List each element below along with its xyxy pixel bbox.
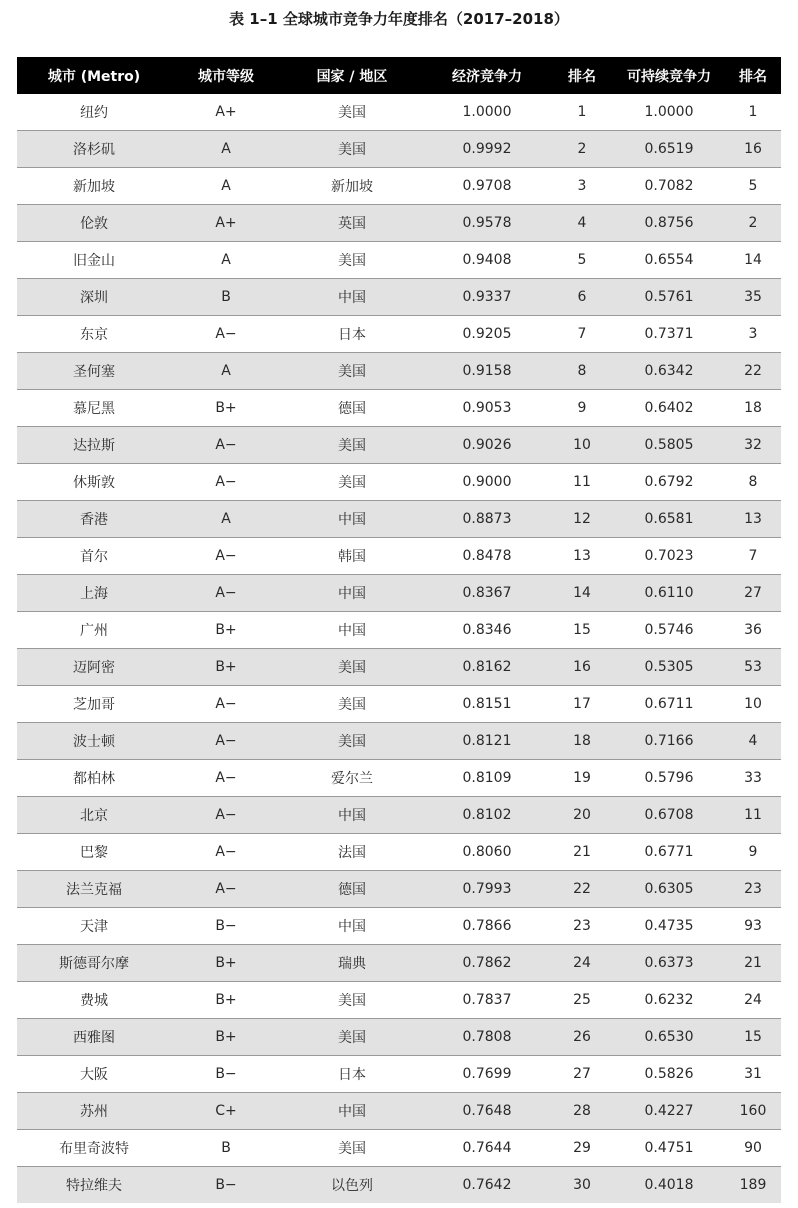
cell-economic-rank: 28 xyxy=(551,1093,613,1130)
cell-economic-competitiveness: 0.9578 xyxy=(423,205,551,242)
cell-country: 美国 xyxy=(281,1130,423,1167)
cell-country: 爱尔兰 xyxy=(281,760,423,797)
cell-city: 达拉斯 xyxy=(17,427,171,464)
cell-country: 中国 xyxy=(281,279,423,316)
table-row xyxy=(17,1056,781,1093)
cell-sustainable-competitiveness: 0.4018 xyxy=(613,1167,725,1204)
cell-economic-competitiveness: 0.9000 xyxy=(423,464,551,501)
cell-city: 上海 xyxy=(17,575,171,612)
table-row xyxy=(17,760,781,797)
cell-sustainable-competitiveness: 0.6771 xyxy=(613,834,725,871)
cell-economic-competitiveness: 0.7644 xyxy=(423,1130,551,1167)
header-country: 国家 / 地区 xyxy=(281,57,423,94)
cell-economic-competitiveness: 0.8367 xyxy=(423,575,551,612)
cell-city-grade: A− xyxy=(171,871,281,908)
cell-economic-rank: 24 xyxy=(551,945,613,982)
cell-country: 英国 xyxy=(281,205,423,242)
cell-economic-rank: 14 xyxy=(551,575,613,612)
ranking-table xyxy=(17,57,781,1203)
cell-economic-rank: 15 xyxy=(551,612,613,649)
cell-sustainable-rank: 21 xyxy=(725,945,781,982)
cell-sustainable-rank: 189 xyxy=(725,1167,781,1204)
cell-sustainable-rank: 8 xyxy=(725,464,781,501)
table-row xyxy=(17,464,781,501)
cell-country: 美国 xyxy=(281,464,423,501)
cell-sustainable-competitiveness: 0.4227 xyxy=(613,1093,725,1130)
cell-city-grade: A+ xyxy=(171,205,281,242)
cell-sustainable-competitiveness: 0.6232 xyxy=(613,982,725,1019)
cell-economic-rank: 4 xyxy=(551,205,613,242)
cell-country: 德国 xyxy=(281,871,423,908)
cell-economic-rank: 25 xyxy=(551,982,613,1019)
cell-sustainable-competitiveness: 0.6110 xyxy=(613,575,725,612)
cell-economic-rank: 29 xyxy=(551,1130,613,1167)
cell-sustainable-competitiveness: 0.6373 xyxy=(613,945,725,982)
cell-sustainable-rank: 10 xyxy=(725,686,781,723)
cell-economic-competitiveness: 0.8060 xyxy=(423,834,551,871)
cell-sustainable-rank: 13 xyxy=(725,501,781,538)
cell-sustainable-rank: 32 xyxy=(725,427,781,464)
cell-sustainable-competitiveness: 0.7166 xyxy=(613,723,725,760)
cell-economic-rank: 27 xyxy=(551,1056,613,1093)
cell-economic-competitiveness: 0.9205 xyxy=(423,316,551,353)
table-row xyxy=(17,538,781,575)
cell-city: 斯德哥尔摩 xyxy=(17,945,171,982)
table-row xyxy=(17,723,781,760)
cell-city-grade: A+ xyxy=(171,94,281,131)
table-row xyxy=(17,1167,781,1204)
cell-city-grade: B− xyxy=(171,908,281,945)
cell-country: 日本 xyxy=(281,316,423,353)
cell-city: 天津 xyxy=(17,908,171,945)
cell-city-grade: A− xyxy=(171,797,281,834)
cell-city-grade: C+ xyxy=(171,1093,281,1130)
cell-city: 迈阿密 xyxy=(17,649,171,686)
cell-sustainable-rank: 15 xyxy=(725,1019,781,1056)
cell-economic-competitiveness: 0.7862 xyxy=(423,945,551,982)
cell-economic-competitiveness: 0.9026 xyxy=(423,427,551,464)
cell-economic-competitiveness: 0.7648 xyxy=(423,1093,551,1130)
cell-city: 洛杉矶 xyxy=(17,131,171,168)
cell-sustainable-competitiveness: 0.6711 xyxy=(613,686,725,723)
cell-city-grade: A− xyxy=(171,464,281,501)
cell-sustainable-competitiveness: 0.7371 xyxy=(613,316,725,353)
cell-sustainable-rank: 35 xyxy=(725,279,781,316)
cell-sustainable-rank: 2 xyxy=(725,205,781,242)
cell-economic-rank: 8 xyxy=(551,353,613,390)
cell-economic-rank: 7 xyxy=(551,316,613,353)
cell-city: 旧金山 xyxy=(17,242,171,279)
cell-city-grade: B xyxy=(171,279,281,316)
cell-sustainable-rank: 27 xyxy=(725,575,781,612)
cell-city: 巴黎 xyxy=(17,834,171,871)
cell-city: 休斯敦 xyxy=(17,464,171,501)
cell-sustainable-rank: 23 xyxy=(725,871,781,908)
cell-sustainable-rank: 7 xyxy=(725,538,781,575)
cell-economic-competitiveness: 0.7993 xyxy=(423,871,551,908)
cell-economic-rank: 18 xyxy=(551,723,613,760)
cell-economic-competitiveness: 0.8151 xyxy=(423,686,551,723)
table-body xyxy=(17,94,781,1203)
table-row xyxy=(17,390,781,427)
cell-city: 都柏林 xyxy=(17,760,171,797)
cell-city-grade: A xyxy=(171,242,281,279)
cell-city-grade: A xyxy=(171,501,281,538)
cell-city: 北京 xyxy=(17,797,171,834)
table-row xyxy=(17,686,781,723)
cell-city: 首尔 xyxy=(17,538,171,575)
cell-city: 广州 xyxy=(17,612,171,649)
table-row xyxy=(17,205,781,242)
table-header xyxy=(17,57,781,94)
cell-economic-competitiveness: 0.8478 xyxy=(423,538,551,575)
cell-city-grade: B− xyxy=(171,1167,281,1204)
cell-economic-rank: 17 xyxy=(551,686,613,723)
cell-economic-rank: 1 xyxy=(551,94,613,131)
table-row xyxy=(17,1130,781,1167)
cell-country: 美国 xyxy=(281,1019,423,1056)
cell-country: 美国 xyxy=(281,686,423,723)
header-sustainable-rank: 排名 xyxy=(725,57,781,94)
cell-sustainable-competitiveness: 0.7082 xyxy=(613,168,725,205)
cell-economic-competitiveness: 0.7866 xyxy=(423,908,551,945)
table-row xyxy=(17,982,781,1019)
cell-city-grade: A− xyxy=(171,834,281,871)
cell-city-grade: A xyxy=(171,353,281,390)
cell-economic-rank: 26 xyxy=(551,1019,613,1056)
cell-economic-competitiveness: 0.8109 xyxy=(423,760,551,797)
cell-sustainable-rank: 14 xyxy=(725,242,781,279)
cell-sustainable-rank: 90 xyxy=(725,1130,781,1167)
cell-economic-rank: 22 xyxy=(551,871,613,908)
table-row xyxy=(17,908,781,945)
table-row xyxy=(17,945,781,982)
cell-country: 韩国 xyxy=(281,538,423,575)
cell-economic-competitiveness: 0.7808 xyxy=(423,1019,551,1056)
cell-economic-rank: 21 xyxy=(551,834,613,871)
cell-sustainable-competitiveness: 0.5746 xyxy=(613,612,725,649)
cell-city-grade: A xyxy=(171,168,281,205)
cell-sustainable-rank: 93 xyxy=(725,908,781,945)
cell-city: 波士顿 xyxy=(17,723,171,760)
cell-sustainable-competitiveness: 0.4735 xyxy=(613,908,725,945)
cell-economic-rank: 20 xyxy=(551,797,613,834)
cell-city-grade: A− xyxy=(171,427,281,464)
cell-country: 新加坡 xyxy=(281,168,423,205)
cell-city-grade: A− xyxy=(171,760,281,797)
cell-economic-competitiveness: 0.8102 xyxy=(423,797,551,834)
cell-sustainable-rank: 53 xyxy=(725,649,781,686)
cell-economic-competitiveness: 0.9992 xyxy=(423,131,551,168)
cell-sustainable-competitiveness: 0.5305 xyxy=(613,649,725,686)
table-row xyxy=(17,1093,781,1130)
cell-city: 费城 xyxy=(17,982,171,1019)
header-city: 城市 (Metro) xyxy=(17,57,171,94)
cell-country: 中国 xyxy=(281,797,423,834)
cell-sustainable-rank: 1 xyxy=(725,94,781,131)
cell-city-grade: B+ xyxy=(171,390,281,427)
cell-country: 中国 xyxy=(281,1093,423,1130)
cell-sustainable-competitiveness: 0.6305 xyxy=(613,871,725,908)
cell-sustainable-competitiveness: 0.4751 xyxy=(613,1130,725,1167)
cell-city-grade: B+ xyxy=(171,982,281,1019)
cell-city: 伦敦 xyxy=(17,205,171,242)
cell-city: 慕尼黑 xyxy=(17,390,171,427)
cell-economic-competitiveness: 0.9053 xyxy=(423,390,551,427)
cell-country: 以色列 xyxy=(281,1167,423,1204)
cell-sustainable-competitiveness: 0.6554 xyxy=(613,242,725,279)
cell-country: 美国 xyxy=(281,242,423,279)
cell-sustainable-rank: 31 xyxy=(725,1056,781,1093)
cell-country: 中国 xyxy=(281,908,423,945)
cell-city: 布里奇波特 xyxy=(17,1130,171,1167)
header-city-grade: 城市等级 xyxy=(171,57,281,94)
table-row xyxy=(17,797,781,834)
cell-country: 法国 xyxy=(281,834,423,871)
cell-sustainable-rank: 3 xyxy=(725,316,781,353)
table-row xyxy=(17,242,781,279)
cell-sustainable-rank: 11 xyxy=(725,797,781,834)
table-row xyxy=(17,427,781,464)
table-row xyxy=(17,168,781,205)
cell-economic-rank: 11 xyxy=(551,464,613,501)
cell-economic-competitiveness: 0.8873 xyxy=(423,501,551,538)
table-row xyxy=(17,612,781,649)
cell-city: 特拉维夫 xyxy=(17,1167,171,1204)
cell-economic-rank: 9 xyxy=(551,390,613,427)
table-title: 表 1–1 全球城市竞争力年度排名（2017–2018） xyxy=(229,10,569,28)
ranking-table-container xyxy=(17,57,781,1203)
cell-economic-competitiveness: 0.9408 xyxy=(423,242,551,279)
cell-sustainable-rank: 24 xyxy=(725,982,781,1019)
cell-sustainable-rank: 5 xyxy=(725,168,781,205)
cell-city-grade: B xyxy=(171,1130,281,1167)
cell-city-grade: A xyxy=(171,131,281,168)
table-row xyxy=(17,316,781,353)
cell-economic-rank: 30 xyxy=(551,1167,613,1204)
cell-city: 大阪 xyxy=(17,1056,171,1093)
cell-city: 香港 xyxy=(17,501,171,538)
cell-economic-competitiveness: 0.7837 xyxy=(423,982,551,1019)
cell-sustainable-competitiveness: 0.5805 xyxy=(613,427,725,464)
cell-economic-rank: 16 xyxy=(551,649,613,686)
cell-country: 中国 xyxy=(281,575,423,612)
cell-sustainable-competitiveness: 0.6792 xyxy=(613,464,725,501)
cell-sustainable-competitiveness: 0.6519 xyxy=(613,131,725,168)
cell-sustainable-competitiveness: 0.6530 xyxy=(613,1019,725,1056)
header-sustainable-competitiveness: 可持续竞争力 xyxy=(613,57,725,94)
cell-country: 德国 xyxy=(281,390,423,427)
cell-sustainable-competitiveness: 0.7023 xyxy=(613,538,725,575)
cell-city-grade: A− xyxy=(171,723,281,760)
cell-country: 美国 xyxy=(281,982,423,1019)
cell-sustainable-rank: 9 xyxy=(725,834,781,871)
cell-country: 美国 xyxy=(281,649,423,686)
cell-economic-rank: 12 xyxy=(551,501,613,538)
cell-city: 新加坡 xyxy=(17,168,171,205)
cell-economic-competitiveness: 0.9708 xyxy=(423,168,551,205)
table-row xyxy=(17,353,781,390)
cell-economic-competitiveness: 0.9158 xyxy=(423,353,551,390)
cell-economic-rank: 2 xyxy=(551,131,613,168)
cell-city: 深圳 xyxy=(17,279,171,316)
cell-sustainable-competitiveness: 0.5761 xyxy=(613,279,725,316)
cell-sustainable-rank: 18 xyxy=(725,390,781,427)
cell-city: 纽约 xyxy=(17,94,171,131)
cell-city: 圣何塞 xyxy=(17,353,171,390)
cell-economic-rank: 6 xyxy=(551,279,613,316)
cell-city-grade: B+ xyxy=(171,945,281,982)
cell-economic-rank: 19 xyxy=(551,760,613,797)
cell-city: 西雅图 xyxy=(17,1019,171,1056)
table-row xyxy=(17,871,781,908)
cell-country: 中国 xyxy=(281,612,423,649)
cell-economic-rank: 23 xyxy=(551,908,613,945)
cell-sustainable-rank: 33 xyxy=(725,760,781,797)
cell-city-grade: B+ xyxy=(171,649,281,686)
cell-country: 瑞典 xyxy=(281,945,423,982)
header-row xyxy=(17,57,781,94)
cell-sustainable-rank: 16 xyxy=(725,131,781,168)
cell-city: 法兰克福 xyxy=(17,871,171,908)
cell-sustainable-rank: 4 xyxy=(725,723,781,760)
cell-sustainable-rank: 160 xyxy=(725,1093,781,1130)
header-economic-competitiveness: 经济竞争力 xyxy=(423,57,551,94)
cell-sustainable-competitiveness: 0.6402 xyxy=(613,390,725,427)
cell-sustainable-competitiveness: 0.5796 xyxy=(613,760,725,797)
cell-city-grade: A− xyxy=(171,316,281,353)
cell-city-grade: B+ xyxy=(171,1019,281,1056)
cell-economic-rank: 5 xyxy=(551,242,613,279)
cell-city-grade: A− xyxy=(171,575,281,612)
cell-country: 美国 xyxy=(281,353,423,390)
table-row xyxy=(17,131,781,168)
cell-economic-rank: 10 xyxy=(551,427,613,464)
cell-sustainable-rank: 22 xyxy=(725,353,781,390)
table-row xyxy=(17,834,781,871)
cell-country: 美国 xyxy=(281,723,423,760)
table-row xyxy=(17,575,781,612)
cell-country: 美国 xyxy=(281,94,423,131)
cell-economic-competitiveness: 0.7699 xyxy=(423,1056,551,1093)
cell-country: 美国 xyxy=(281,427,423,464)
cell-economic-rank: 13 xyxy=(551,538,613,575)
cell-country: 日本 xyxy=(281,1056,423,1093)
cell-economic-competitiveness: 0.8346 xyxy=(423,612,551,649)
cell-sustainable-rank: 36 xyxy=(725,612,781,649)
cell-city: 芝加哥 xyxy=(17,686,171,723)
cell-economic-competitiveness: 1.0000 xyxy=(423,94,551,131)
cell-sustainable-competitiveness: 1.0000 xyxy=(613,94,725,131)
table-row xyxy=(17,279,781,316)
table-row xyxy=(17,1019,781,1056)
header-economic-rank: 排名 xyxy=(551,57,613,94)
cell-city-grade: A− xyxy=(171,686,281,723)
cell-economic-competitiveness: 0.7642 xyxy=(423,1167,551,1204)
table-row xyxy=(17,501,781,538)
cell-sustainable-competitiveness: 0.5826 xyxy=(613,1056,725,1093)
cell-city-grade: B+ xyxy=(171,612,281,649)
cell-sustainable-competitiveness: 0.6581 xyxy=(613,501,725,538)
cell-city-grade: A− xyxy=(171,538,281,575)
cell-economic-competitiveness: 0.8121 xyxy=(423,723,551,760)
cell-city-grade: B− xyxy=(171,1056,281,1093)
cell-sustainable-competitiveness: 0.6708 xyxy=(613,797,725,834)
cell-economic-rank: 3 xyxy=(551,168,613,205)
cell-country: 美国 xyxy=(281,131,423,168)
table-row xyxy=(17,94,781,131)
cell-city: 苏州 xyxy=(17,1093,171,1130)
cell-economic-competitiveness: 0.8162 xyxy=(423,649,551,686)
cell-sustainable-competitiveness: 0.8756 xyxy=(613,205,725,242)
table-row xyxy=(17,649,781,686)
cell-city: 东京 xyxy=(17,316,171,353)
cell-sustainable-competitiveness: 0.6342 xyxy=(613,353,725,390)
cell-country: 中国 xyxy=(281,501,423,538)
cell-economic-competitiveness: 0.9337 xyxy=(423,279,551,316)
